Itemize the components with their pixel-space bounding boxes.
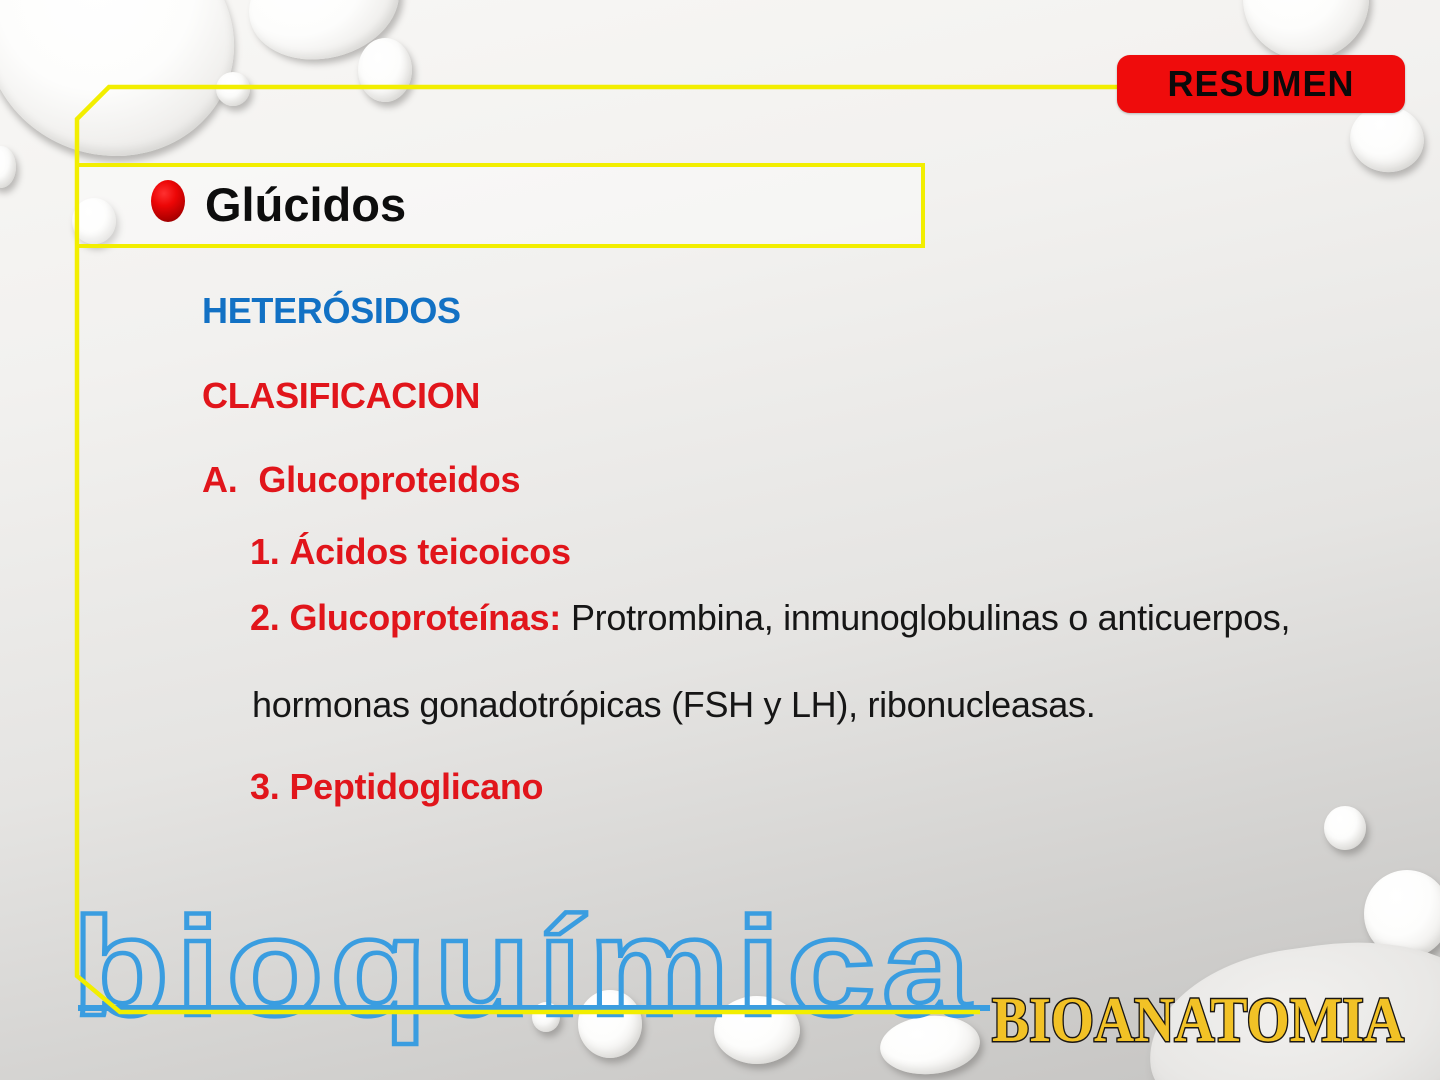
- water-droplet: [216, 72, 250, 106]
- list-item-a: [202, 459, 520, 501]
- title-box: [75, 163, 925, 248]
- heading-clasificacion: CLASIFICACION: [202, 375, 481, 416]
- logo-bioanatomia: BIOANATOMIA: [992, 984, 1404, 1055]
- slide-title: Glúcidos: [205, 178, 407, 231]
- water-droplet: [714, 996, 800, 1064]
- list-marker: 3.: [250, 766, 280, 807]
- list-item-term: Glucoproteínas:: [289, 597, 561, 638]
- list-item-2: [250, 597, 1290, 639]
- list-item-text: Glucoproteidos: [258, 459, 521, 500]
- resumen-badge[interactable]: [1117, 55, 1405, 113]
- water-droplet: [1243, 0, 1369, 60]
- water-droplet: [532, 1002, 560, 1032]
- list-marker: A.: [202, 459, 238, 500]
- bullet-icon: [151, 180, 185, 222]
- water-droplet: [1137, 923, 1440, 1080]
- resumen-badge-label: RESUMEN: [1167, 63, 1355, 104]
- list-item-description: Protrombina, inmunoglobulinas o anticuerpos,: [570, 597, 1291, 638]
- list-marker: 1.: [250, 531, 280, 572]
- subtitle-heterosidos: HETERÓSIDOS: [202, 290, 461, 331]
- water-droplet: [1324, 806, 1366, 850]
- list-item-1: [250, 531, 571, 573]
- list-item-text: Ácidos teicoicos: [289, 531, 571, 572]
- list-item-2-continued: hormonas gonadotrópicas (FSH y LH), ribonucleasas.: [252, 684, 1096, 725]
- water-droplet: [878, 1012, 983, 1078]
- water-droplet: [578, 990, 642, 1058]
- water-droplet: [0, 146, 16, 188]
- list-item-text: Peptidoglicano: [289, 766, 544, 807]
- wordart-bioquimica: bioquímica: [72, 888, 977, 1045]
- list-item-3: [250, 766, 543, 808]
- water-droplet: [358, 38, 412, 102]
- list-marker: 2.: [250, 597, 280, 638]
